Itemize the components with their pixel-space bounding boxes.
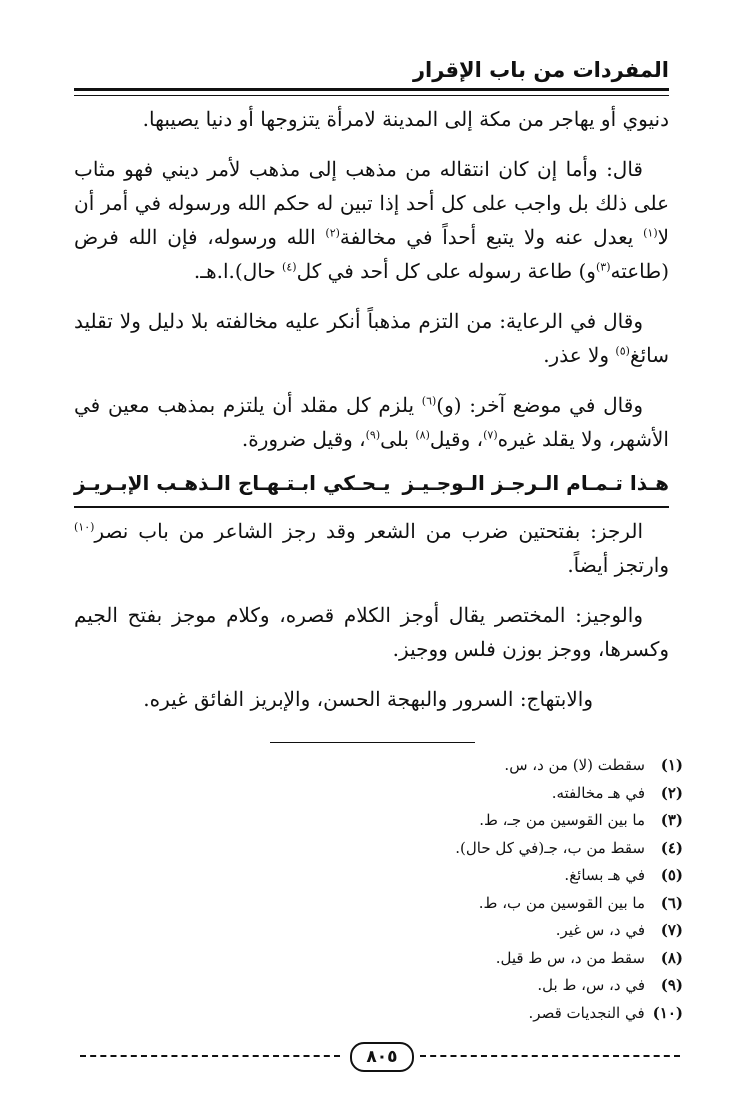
footnote-text: ما بين القوسين من ب، ط. bbox=[478, 893, 645, 912]
footnote-separator bbox=[270, 742, 475, 743]
footnote-text: في د، س غير. bbox=[555, 921, 645, 939]
footnote-number: (٣) bbox=[660, 811, 683, 829]
footnote-number: (١٠) bbox=[652, 1003, 683, 1022]
footnote-text: سقطت (لا) من د، س. bbox=[504, 756, 645, 774]
paragraph-text: دنيوي أو يهاجر من مكة إلى المدينة لامرأة يتزوجها أو دنيا يصيبها. bbox=[142, 107, 669, 131]
footnote-item bbox=[83, 890, 683, 918]
running-header bbox=[74, 50, 669, 98]
footnote-marker[interactable]: (٣) bbox=[595, 260, 611, 274]
paragraph-text: قال: وأما إن كان انتقاله من مذهب إلى مذهب لأمر ديني فهو مثاب على ذلك بل واجب على كل أحد إذا تبين له حكم الله ورسوله في أمر أن لا bbox=[74, 157, 670, 249]
paragraph bbox=[74, 152, 669, 288]
footnote-number: (٩) bbox=[660, 976, 683, 994]
footer-dashed-line bbox=[420, 1055, 680, 1057]
footnote-marker[interactable]: (٨) bbox=[415, 428, 430, 442]
footnote-number: (٥) bbox=[660, 866, 683, 884]
footnote-item bbox=[83, 862, 683, 890]
poem-verse bbox=[74, 466, 669, 508]
footnote-item bbox=[83, 1000, 683, 1028]
footnote-text: سقط من ب، جـ(في كل حال). bbox=[455, 838, 645, 857]
paragraph-text: الرجز: بفتحتين ضرب من الشعر وقد رجز الشاعر من باب نصر bbox=[94, 519, 643, 543]
footnote-marker[interactable]: (٥) bbox=[615, 344, 630, 358]
footnote-marker[interactable]: (٩) bbox=[365, 428, 381, 442]
footnote-item bbox=[83, 945, 683, 973]
header-rule-thin bbox=[74, 95, 669, 96]
paragraph-text: يعدل عنه ولا يتبع أحداً في مخالفة bbox=[339, 225, 644, 249]
footnotes-list bbox=[83, 752, 683, 1027]
footnote-number: (٧) bbox=[660, 921, 683, 939]
footnote-item bbox=[83, 780, 683, 808]
header-title: المفردات من باب الإقرار bbox=[412, 58, 669, 82]
paragraph bbox=[74, 102, 669, 136]
footnote-marker[interactable]: (٢) bbox=[325, 226, 340, 240]
footnote-item bbox=[83, 917, 683, 945]
footnote-marker[interactable]: (٤) bbox=[282, 260, 297, 274]
paragraph-text: وقال في الرعاية: من التزم مذهباً أنكر عليه مخالفته بلا دليل ولا تقليد سائغ bbox=[74, 309, 669, 367]
paragraph-text: يلزم كل مقلد أن يلتزم بمذهب معين في الأشهر، ولا يقلد غيره bbox=[74, 393, 669, 451]
paragraph-text: حال).ا.هـ. bbox=[193, 259, 283, 283]
footnote-text: في هـ مخالفته. bbox=[551, 783, 645, 802]
footnote-item bbox=[83, 807, 683, 835]
page-footer bbox=[80, 1040, 680, 1072]
paragraph-text: ، وقيل ضرورة. bbox=[241, 427, 366, 451]
paragraph-text: ولا عذر. bbox=[543, 343, 616, 367]
verse-first-hemistich: هـذا تـمـام الـرجـز الـوجـيـز bbox=[402, 471, 669, 495]
footer-dashed-line bbox=[80, 1055, 340, 1057]
paragraph-text: الله ورسوله، فإن الله فرض (طاعته bbox=[74, 225, 669, 283]
footnote-marker[interactable]: (٦) bbox=[421, 394, 437, 408]
paragraph bbox=[74, 682, 669, 716]
footnote-number: (٦) bbox=[660, 893, 683, 912]
paragraph-text: والابتهاج: السرور والبهجة الحسن، والإبريز الفائق غيره. bbox=[143, 687, 593, 711]
footnote-item bbox=[83, 835, 683, 863]
paragraph bbox=[74, 304, 669, 372]
main-text bbox=[74, 102, 669, 716]
paragraph-text: وقال في موضع آخر: (و) bbox=[436, 393, 643, 417]
paragraph-text: ، وقيل bbox=[429, 427, 484, 451]
paragraph bbox=[74, 388, 669, 456]
paragraph-text: بلى bbox=[380, 427, 416, 451]
footnote-number: (٢) bbox=[660, 783, 683, 802]
footnote-marker[interactable]: (٧) bbox=[483, 428, 498, 442]
footnote-number: (٤) bbox=[660, 838, 683, 857]
footnote-item bbox=[83, 972, 683, 1000]
footnote-text: ما بين القوسين من جـ، ط. bbox=[479, 811, 645, 829]
paragraph-text: وارتجز أيضاً. bbox=[567, 553, 669, 577]
footnote-marker[interactable]: (١٠) bbox=[74, 520, 95, 534]
header-rule-thick bbox=[74, 88, 669, 91]
footnote-marker[interactable]: (١) bbox=[643, 226, 658, 240]
paragraph-text: و) طاعة رسوله على كل أحد في كل bbox=[296, 259, 596, 283]
footnote-text: في النجديات قصر. bbox=[528, 1003, 645, 1022]
footnote-text: في د، س، ط بل. bbox=[537, 976, 645, 994]
footnote-text: سقط من د، س ط قيل. bbox=[495, 948, 645, 967]
footnote-number: (٨) bbox=[660, 948, 683, 967]
paragraph-text: والوجيز: المختصر يقال أوجز الكلام قصره، وكلام موجز بفتح الجيم وكسرها، ووجز بوزن فلس ووجيز. bbox=[74, 603, 669, 661]
page-number: ٨٠٥ bbox=[350, 1042, 414, 1072]
verse-second-hemistich: يـحـكي ابـتـهـاج الـذهـب الإبـريـز bbox=[74, 471, 391, 495]
footnote-item bbox=[83, 752, 683, 780]
paragraph bbox=[74, 514, 669, 582]
footnote-text: في هـ بسائغ. bbox=[564, 866, 645, 884]
footnote-number: (١) bbox=[660, 756, 683, 774]
paragraph bbox=[74, 598, 669, 666]
